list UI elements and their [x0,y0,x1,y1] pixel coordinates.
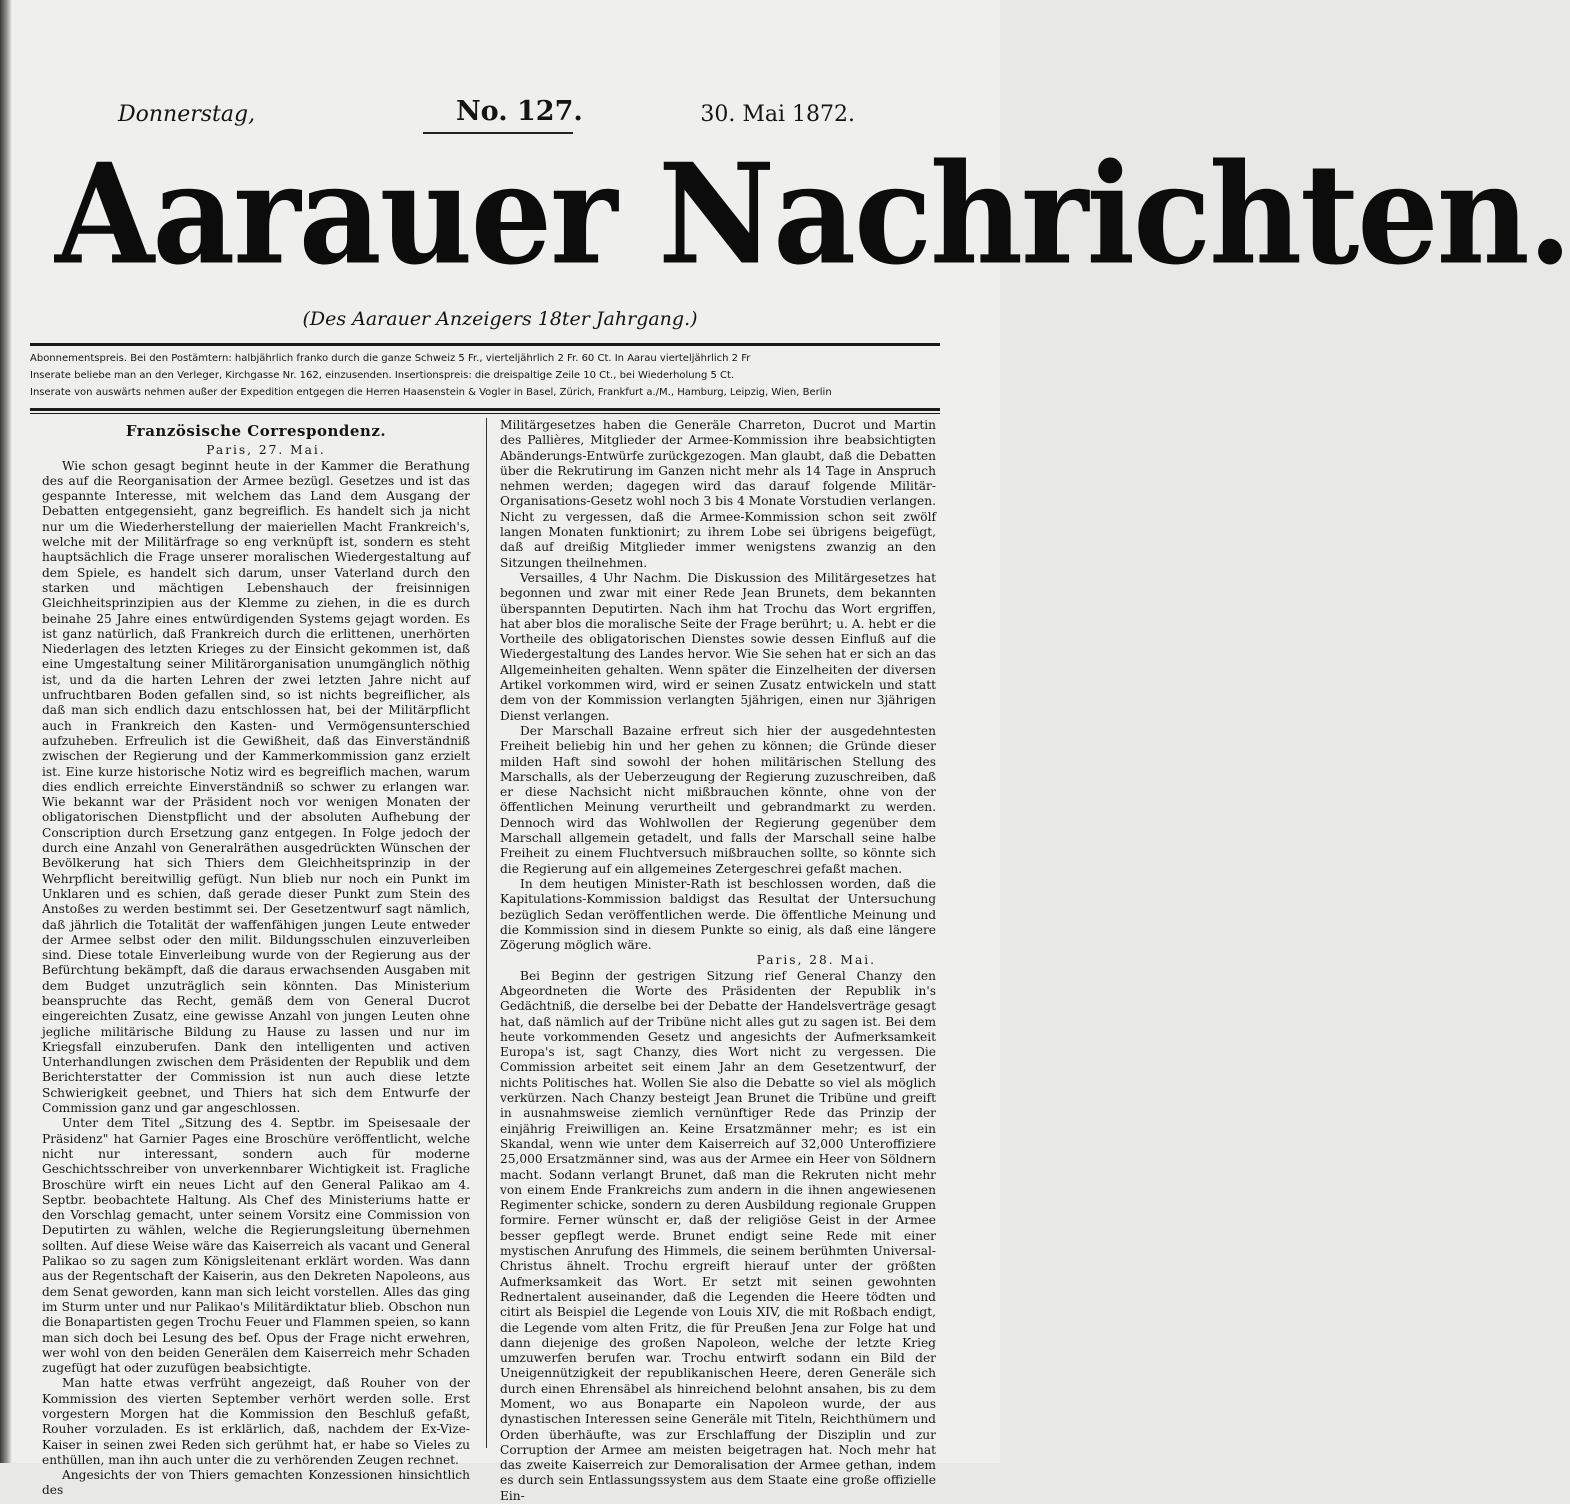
article-paragraph: Man hatte etwas verfrüht angezeigt, daß Rouher von der Kommission des vierten September verhört werden solle. Erst vorgestern Morgen hat die Kommission den Beschluß gefaßt, Rouher vorzuladen. Es ist erklärlich, daß, nachdem der Ex-Vize-Kaiser in seinen zwei Reden sich gerühmt hat, er habe so Vieles zu enthüllen, man ihn auch unter die zu verhörenden Zeugen rechnet. [42,1376,470,1467]
issue-date: 30. Mai 1872. [700,102,855,127]
notice-line-3: Inserate von auswärts nehmen außer der Expedition entgegen die Herren Haasenstein & Vogler in Basel, Zürich, Frankfurt a./M., Hamburg, Leipzig, Wien, Berlin [30,387,832,398]
page-binding-edge [0,0,12,1463]
column-divider [486,418,487,1448]
article-paragraph: In dem heutigen Minister-Rath ist beschlossen worden, daß die Kapitulations-Kommission baldigst das Resultat der Untersuchung bezüglich Sedan veröffentlichen werde. Die öffentliche Meinung und die Kommission sind in diesem Punkte so einig, als daß eine längere Zögerung möglich wäre. [500,876,936,953]
notice-line-2: Inserate beliebe man an den Verleger, Kirchgasse Nr. 162, einzusenden. Insertionspreis: die dreispaltige Zeile 10 Ct., bei Wiederholung 5 Ct. [30,370,735,381]
article-paragraph: Bei Beginn der gestrigen Sitzung rief General Chanzy den Abgeordneten die Worte des Präsidenten der Republik in's Gedächtniß, die derselbe bei der Debatte der Handelsverträge gesagt hat, daß nämlich auf der Tribüne nicht alles gut zu sagen ist. Bei dem heute vorkommenden Gesetz und angesichts der Aufmerksamkeit Europa's ist, sagt Chanzy, dies Wort nicht zu vergessen. Die Commission arbeitet seit einem Jahr an dem Gesetzentwurf, der nichts Politisches hat. Wollen Sie also die Debatte so viel als möglich verkürzen. Nach Chanzy besteigt Jean Brunet die Tribüne und greift in ausnahmsweise ziemlich vernünftiger Rede das Prinzip der einjährig Freiwilligen an. Keine Ersatzmänner mehr; es ist ein Skandal, wenn wie unter dem Kaiserreich auf 32,000 Unteroffiziere 25,000 Ersatzmänner sind, was aus der Armee ein Heer von Söldnern macht. Sodann verlangt Brunet, daß man die Rekruten nicht mehr von einem Ende Frankreichs zum andern in die ihnen angewiesenen Regimenter schicke, sondern zu deren Ausbildung regionale Gruppen formire. Ferner wünscht er, daß der religiöse Geist in der Armee besser gepflegt werde. Brunet endigt seine Rede mit einer mystischen Anrufung des Himmels, die seinem berühmten Universal-Christus ähnelt. Trochu ergreift hierauf unter der größten Aufmerksamkeit das Wort. Er setzt mit seinen gewohnten Rednertalent auseinander, daß die Legenden die Heere tödten und citirt als Beispiel die Legende von Louis XIV, die mit Roßbach endigt, die Legende vom alten Fritz, die für Preußen Jena zur Folge hat und dann diejenige des großen Napoleon, welche der letzte Krieg umzuwerfen berufen war. Trochu entwirft sodann ein Bild der Uneigennützigkeit der republikanischen Heere, deren Generäle sich durch einen Ehrensäbel als hinreichend belohnt ansahen, bis zu dem Moment, wo aus Bonaparte ein Napoleon wurde, der aus dynastischen Interessen seine Generäle mit Titeln, Reichthümern und Orden überhäufte, was zur Erschlaffung der Disziplin und zur Corruption der Armee am meisten beigetragen hat. Noch mehr hat das zweite Kaiserreich zur Demoralisation der Armee gethan, indem es durch sein Entlassungssystem aus dem Staate eine große offizielle Ein- [500,968,936,1503]
article-paragraph: Versailles, 4 Uhr Nachm. Die Diskussion des Militärgesetzes hat begonnen und zwar mit einer Rede Jean Brunets, dem bekannten überspannten Deputirten. Nach ihm hat Trochu das Wort ergriffen, hat aber blos die moralische Seite der Frage berührt; u. A. hebt er die Vortheile des obligatorischen Dienstes sowie dessen Einfluß auf die Wiedergestaltung des Landes hervor. Wie Sie sehen hat er sich an das Allgemeinheiten gehalten. Wenn später die Einzelheiten der diversen Artikel vorkommen wird, wird er seinen Zusatz entwickeln und statt dem von der Kommission verlangten 5jährigen, einen nur 3jährigen Dienst verlangen. [500,570,936,723]
article-column-left [42,418,471,1498]
bottom-rule-thin [30,413,940,414]
masthead-subtitle: (Des Aarauer Anzeigers 18ter Jahrgang.) [302,308,698,330]
subscription-notice [30,350,940,401]
article-dateline: Paris, 27. Mai. [206,443,326,458]
article-paragraph: Angesichts der von Thiers gemachten Konzessionen hinsichtlich des [42,1468,470,1498]
article-title: Französische Correspondenz. [125,422,387,440]
top-rule [30,343,940,346]
masthead-title: Aarauer Nachrichten. [55,134,1570,296]
article-paragraph: Militärgesetzes haben die Generäle Charreton, Ducrot und Martin des Pallières, Mitglieder der Armee-Kommission ihre beabsichtigten Abänderungs-Entwürfe zurückgezogen. Man glaubt, daß die Debatten über die Rekrutirung im Ganzen nicht mehr als 14 Tage in Anspruch nehmen werden; dagegen wird das darauf folgende Militär-Organisations-Gesetz wohl noch 3 bis 4 Monate Vorstudien verlangen. Nicht zu vergessen, daß die Armee-Kommission schon seit zwölf langen Monaten funktionirt; zu ihrem Lobe sei übrigens beigefügt, daß auf dreißig Mitglieder immer wenigstens zwanzig an den Sitzungen theilnehmen. [500,418,936,570]
article-paragraph: Unter dem Titel „Sitzung des 4. Septbr. im Speisesaale der Präsidenz" hat Garnier Pages eine Broschüre veröffentlicht, welche nicht nur interessant, sondern auch für moderne Geschichtsschreiber von unverkennbarer Wichtigkeit ist. Fragliche Broschüre wirft ein neues Licht auf den General Palikao am 4. Septbr. beobachtete Haltung. Als Chef des Ministeriums hatte er den Vorschlag gemacht, unter seinem Vorsitz eine Commission von Deputirten zu wählen, welche die Regierungsleitung übernehmen sollten. Auf diese Weise wäre das Kaiserreich als vacant und General Palikao so zu sagen zum Königsleitenant erklärt worden. Was dann aus der Regentschaft der Kaiserin, aus den Dekreten Napoleons, aus dem Senat geworden, kann man sich leicht vorstellen. Alles das ging im Sturm unter und nur Palikao's Militärdiktatur blieb. Obschon nun die Bonapartisten gegen Trochu Feuer und Flammen speien, so kann man sich doch bei Lesung des bef. Opus der Frage nicht erwehren, wer wohl von den beiden Generälen dem Kaiserreich mehr Schaden zugefügt hat oder zuzufügen beabsichtigte. [42,1116,471,1376]
article-paragraph: Der Marschall Bazaine erfreut sich hier der ausgedehntesten Freiheit beliebig hin und her gehen zu können; die Gründe dieser milden Haft sind sowohl der hohen militärischen Stellung des Marschalls, als der Ueberzeugung der Regierung zuzuschreiben, daß er diese Nachsicht nicht mißbrauchen könnte, ohne von der öffentlichen Meinung verurtheilt und gebrandmarkt zu werden. Dennoch wird das Wohlwollen der Regierung gegenüber dem Marschall allgemein getadelt, und falls der Marschall seine halbe Freiheit zu einem Fluchtversuch mißbrauchen sollte, so könnte sich die Regierung auf ein allgemeines Zetergeschrei gefaßt machen. [500,723,936,876]
article-paragraph: Wie schon gesagt beginnt heute in der Kammer die Berathung des auf die Reorganisation der Armee bezügl. Gesetzes und ist das gespannte Interesse, mit welchem das Land dem Ausgang der Debatten entgegensieht, ganz begreiflich. Es handelt sich ja nicht nur um die Wiederherstellung der maieriellen Macht Frankreich's, welche mit der Militärfrage so eng verknüpft ist, sondern es steht hauptsächlich die Frage unserer moralischen Wiedergestaltung auf dem Spiele, es handelt sich darum, unser Vaterland durch den starken und mächtigen Lebenshauch der freisinnigen Gleichheitsprinzipien aus der Klemme zu ziehen, in die es durch beinahe 25 Jahre eines entwürdigenden Systems gejagt worden. Es ist ganz natürlich, daß Frankreich durch die erlittenen, unerhörten Niederlagen des letzten Krieges zu der Einsicht gekommen ist, daß eine Umgestaltung seiner Militärorganisation unumgänglich nöthig ist, und da die harten Lehren der zwei letzten Jahre nicht auf unfruchtbaren Boden gefallen sind, so ist nichts begreiflicher, als daß man sich endlich dazu entschlossen hat, bei der Militärpflicht auch in Frankreich den Kasten- und Vermögensunterschied aufzuheben. Erfreulich ist die Gewißheit, daß das Einverständniß zwischen der Regierung und der Kammerkommission ganz erzielt ist. Eine kurze historische Notiz wird es begreiflich machen, warum dies endlich erreichte Einverständniß so schwer zu erlangen war. Wie bekannt war der Präsident noch vor wenigen Monaten der obligatorischen Dienstpflicht und der absoluten Aufhebung der Conscription durch Ersetzung ganz entgegen. In Folge jedoch der durch eine Anzahl von Generalräthen ausgedrückten Wünschen der Bevölkerung hat sich Thiers dem Gleichheitsprinzip in der Wehrpflicht bereitwillig gefügt. Nun blieb nur noch ein Punkt im Unklaren und es schien, daß gerade dieser Punkt zum Stein des Anstoßes zu werden bestimmt sei. Der Gesetzentwurf sagt nämlich, daß jährlich die Totalität der waffenfähigen jungen Leute entweder der Armee selbst oder den milit. Bildungsschulen einzuverleiben sind. Diese totale Einverleibung wurde von der Regierung aus der Befürchtung bekämpft, daß die daraus erwachsenden Ausgaben mit dem Budget unzuträglich sein könnten. Das Ministerium beanspruchte das Recht, gemäß dem von General Ducrot eingereichten Zusatz, eine gewisse Anzahl von jungen Leuten ohne jegliche militärische Bildung zu Hause zu lassen und nur im Kriegsfall einzuberufen. Dank den intelligenten und activen Unterhandlungen zwischen dem Präsidenten der Republik und dem Berichterstatter der Commission ist nun auch diese letzte Schwierigkeit geebnet, und Thiers hat sich dem Entwurfe der Commission ganz und gar angeschlossen. [42,458,470,1116]
bottom-rule [30,408,940,411]
notice-line-1: Abonnementspreis. Bei den Postämtern: halbjährlich franko durch die ganze Schweiz 5 Fr., vierteljährlich 2 Fr. 60 Ct. In Aarau vierteljährlich 2 Fr [30,353,751,364]
issue-number: No. 127. [456,96,583,127]
article-dateline-2: Paris, 28. Mai. [756,953,876,968]
article-column-right [500,418,936,1503]
issue-header [118,96,855,136]
issue-day: Donnerstag, [118,102,256,127]
